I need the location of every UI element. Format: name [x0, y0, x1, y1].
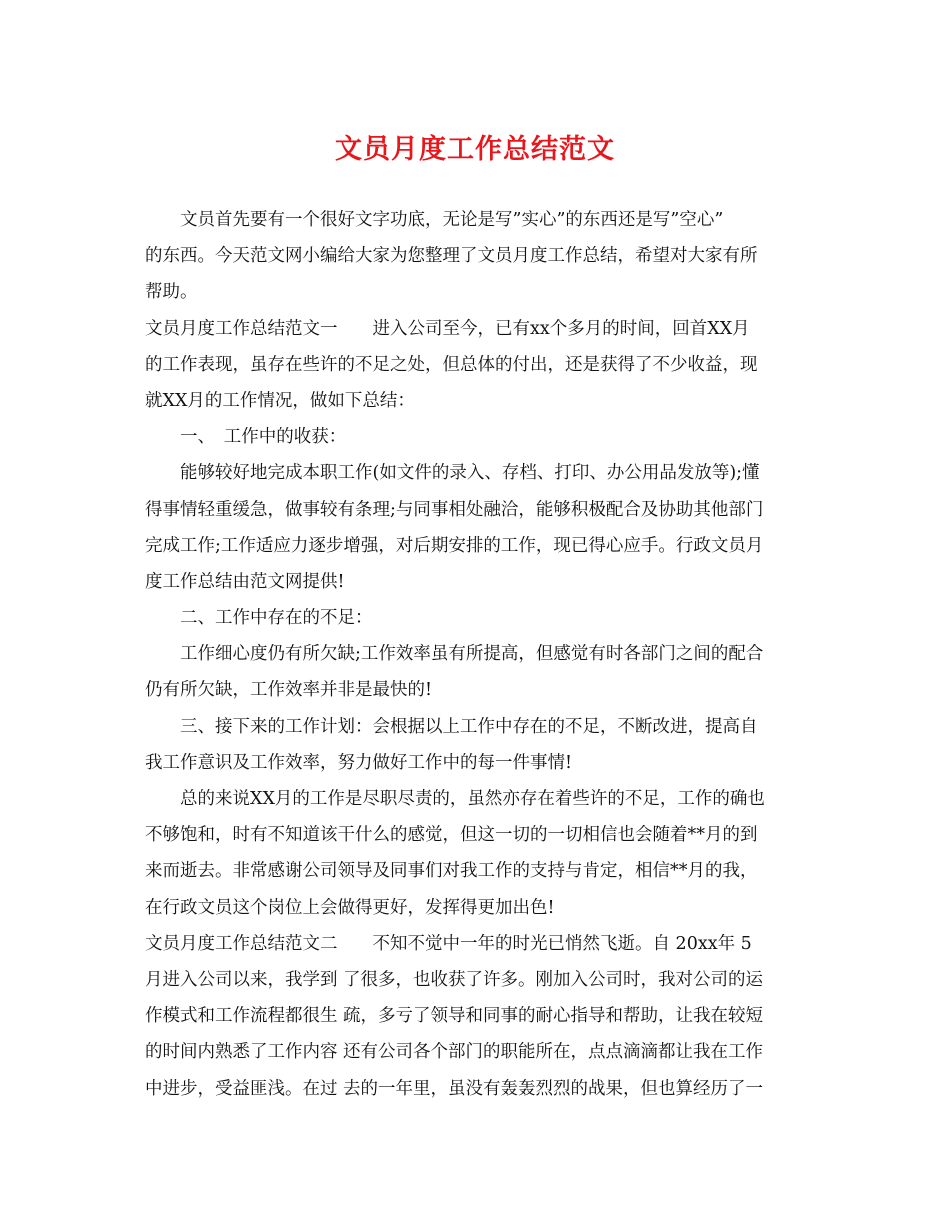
body-line: 总的来说XX月的工作是尽职尽责的，虽然亦存在着些许的不足，工作的确也 [180, 789, 765, 809]
body-line: 的时间内熟悉了工作内容 还有公司各个部门的职能所在，点点滴滴都让我在工作 [145, 1042, 764, 1063]
body-line: 仍有所欠缺，工作效率并非是最快的! [145, 680, 433, 701]
body-line: 不够饱和，时有不知道该干什么的感觉，但这一切的一切相信也会随着**月的到 [145, 825, 758, 846]
body-line: 月进入公司以来，我学到 了很多，也收获了许多。刚加入公司时，我对公司的运 [145, 969, 764, 990]
body-line: 得事情轻重缓急，做事较有条理;与同事相处融洽，能够积极配合及协助其他部门 [145, 499, 764, 520]
body-line: 帮助。 [145, 282, 198, 303]
body-line: 度工作总结由范文网提供! [145, 571, 345, 592]
body-line: 作模式和工作流程都很生 疏，多亏了领导和同事的耐心指导和帮助，让我在较短 [145, 1006, 764, 1027]
body-line: 二、工作中存在的不足： [180, 608, 373, 629]
body-line: 文员首先要有一个很好文字功底，无论是写”实心”的东西还是写”空心” [180, 210, 724, 230]
document-body [145, 202, 810, 1107]
body-line: 的工作表现，虽存在些许的不足之处，但总体的付出，还是获得了不少收益，现 [145, 354, 758, 375]
body-line: 的东西。今天范文网小编给大家为您整理了文员月度工作总结，希望对大家有所 [145, 246, 758, 267]
body-line: 能够较好地完成本职工作(如文件的录入、存档、打印、办公用品发放等);懂 [180, 463, 760, 484]
body-line: 一、 工作中的收获： [180, 427, 347, 448]
body-line: 我工作意识及工作效率，努力做好工作中的每一件事情! [145, 752, 573, 773]
body-line: 文员月度工作总结范文二 不知不觉中一年的时光已悄然飞逝。自 20xx年 5 [145, 933, 752, 954]
body-line: 在行政文员这个岗位上会做得更好，发挥得更加出色! [145, 897, 555, 918]
body-line: 完成工作;工作适应力逐步增强，对后期安排的工作，现已得心应手。行政文员月 [145, 535, 764, 556]
body-line: 就XX月的工作情况，做如下总结： [145, 390, 415, 411]
body-line: 文员月度工作总结范文一 进入公司至今，已有xx个多月的时间，回首XX月 [145, 318, 750, 339]
body-line: 来而逝去。非常感谢公司领导及同事们对我工作的支持与肯定，相信**月的我， [145, 861, 758, 882]
body-line: 中进步，受益匪浅。在过 去的一年里，虽没有轰轰烈烈的战果，但也算经历了一 [145, 1078, 764, 1099]
body-line: 三、接下来的工作计划：会根据以上工作中存在的不足，不断改进，提高自 [180, 716, 758, 737]
body-line: 工作细心度仍有所欠缺;工作效率虽有所提高，但感觉有时各部门之间的配合 [180, 644, 764, 665]
document-title: 文员月度工作总结范文 [335, 134, 615, 165]
